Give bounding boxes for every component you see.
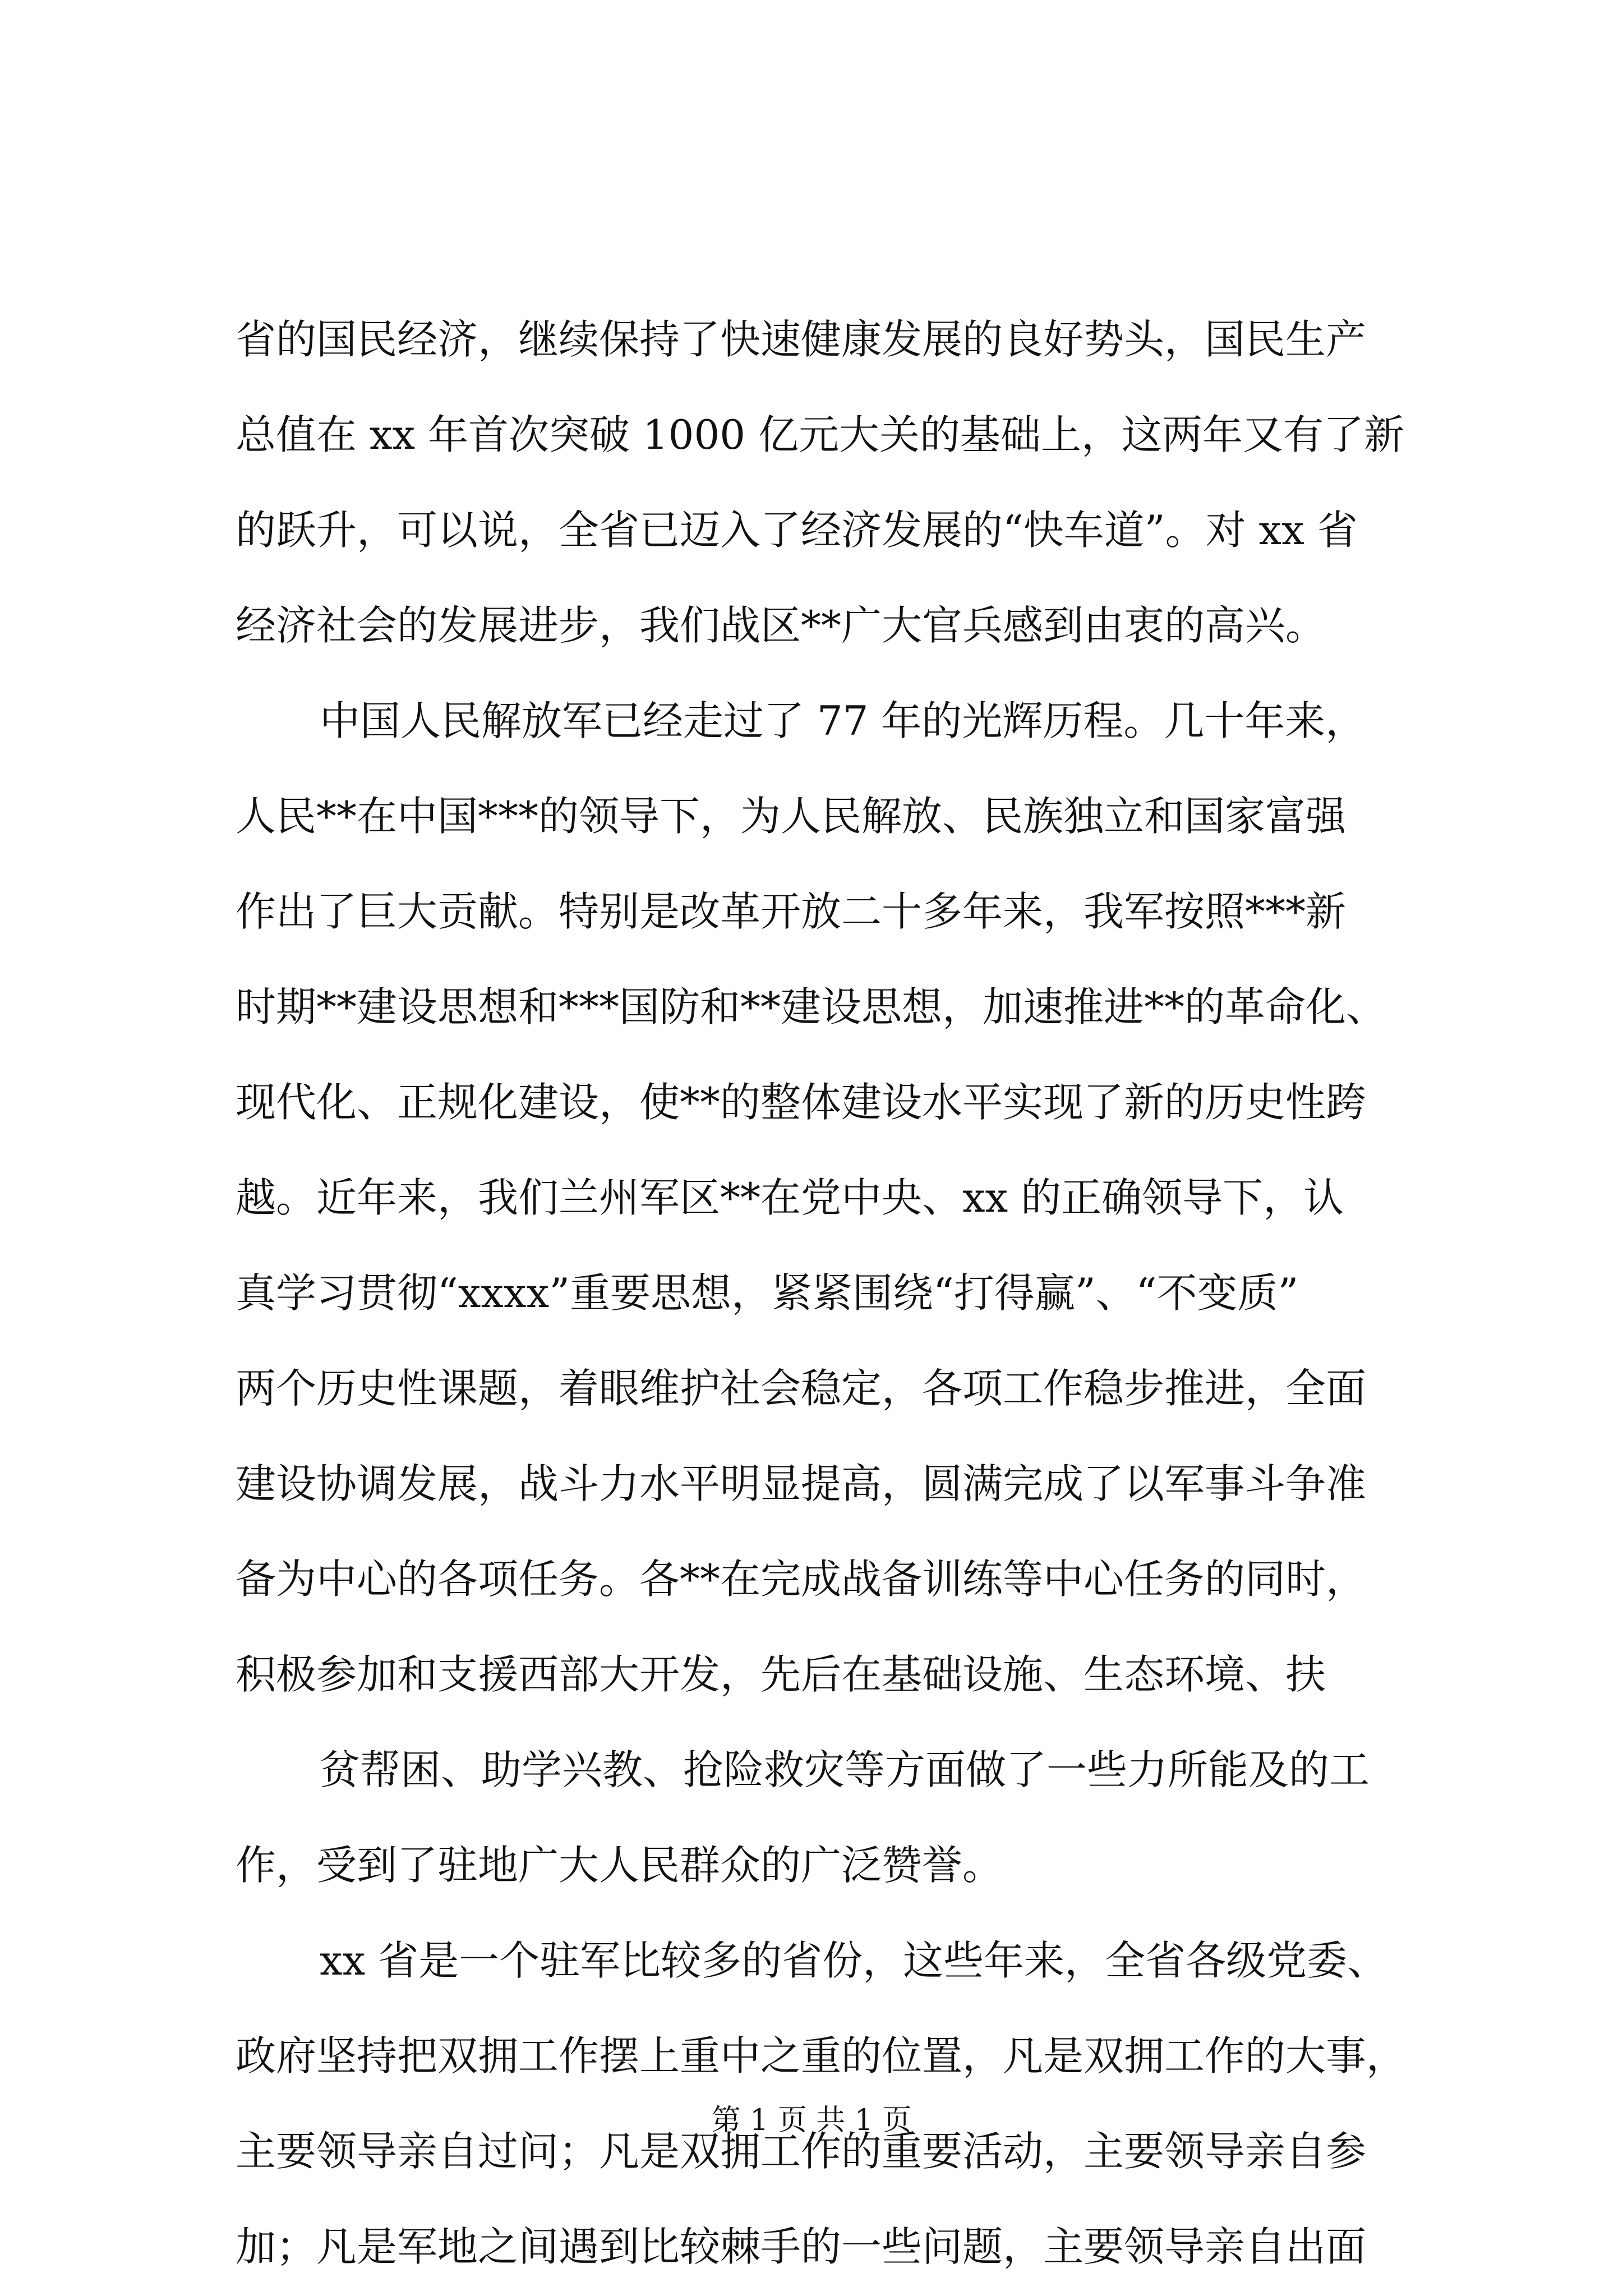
text-line: 人民**在中国***的领导下，为人民解放、民族独立和国家富强 [236, 793, 1347, 840]
text-line: 备为中心的各项任务。各**在完成战备训练等中心任务的同时， [236, 1556, 1367, 1603]
text-line: 总值在 xx 年首次突破 1000 亿元大关的基础上，这两年又有了新 [236, 411, 1404, 458]
text-line: 两个历史性课题，着眼维护社会稳定，各项工作稳步推进，全面 [236, 1365, 1367, 1412]
page-number-footer: 第 1 页 共 1 页 [711, 2104, 912, 2137]
text-line: 经济社会的发展进步，我们战区**广大官兵感到由衷的高兴。 [236, 602, 1326, 649]
text-line: 越。近年来，我们兰州军区**在党中央、xx 的正确领导下，认 [236, 1174, 1344, 1221]
body-text [236, 292, 1458, 2294]
text-line: 加；凡是军地之间遇到比较棘手的一些问题，主要领导亲自出面 [236, 2223, 1367, 2270]
text-line: 的跃升，可以说，全省已迈入了经济发展的“快车道”。对 xx 省 [236, 507, 1358, 554]
text-line: 真学习贯彻“xxxx”重要思想，紧紧围绕“打得赢”、“不变质” [236, 1269, 1299, 1317]
paragraph-first-line: 中国人民解放军已经走过了 77 年的光辉历程。几十年来， [320, 697, 1366, 744]
paragraph-first-line: 贫帮困、助学兴教、抢险救灾等方面做了一些力所能及的工 [320, 1746, 1370, 1793]
text-line: 时期**建设思想和***国防和**建设思想，加速推进**的革命化、 [236, 983, 1387, 1030]
text-line: 省的国民经济，继续保持了快速健康发展的良好势头，国民生产 [236, 316, 1367, 363]
text-line: 政府坚持把双拥工作摆上重中之重的位置，凡是双拥工作的大事， [236, 2032, 1407, 2079]
text-line: 主要领导亲自过问；凡是双拥工作的重要活动，主要领导亲自参 [236, 2128, 1367, 2175]
paragraph-first-line: xx 省是一个驻军比较多的省份，这些年来，全省各级党委、 [320, 1937, 1388, 1984]
text-line: 建设协调发展，战斗力水平明显提高，圆满完成了以军事斗争准 [236, 1460, 1367, 1507]
text-line: 作，受到了驻地广大人民群众的广泛赞誉。 [236, 1842, 1003, 1889]
text-line: 作出了巨大贡献。特别是改革开放二十多年来，我军按照***新 [236, 888, 1347, 935]
text-line: 现代化、正规化建设，使**的整体建设水平实现了新的历史性跨 [236, 1079, 1367, 1126]
text-line: 积极参加和支援西部大开发，先后在基础设施、生态环境、扶 [236, 1651, 1326, 1698]
